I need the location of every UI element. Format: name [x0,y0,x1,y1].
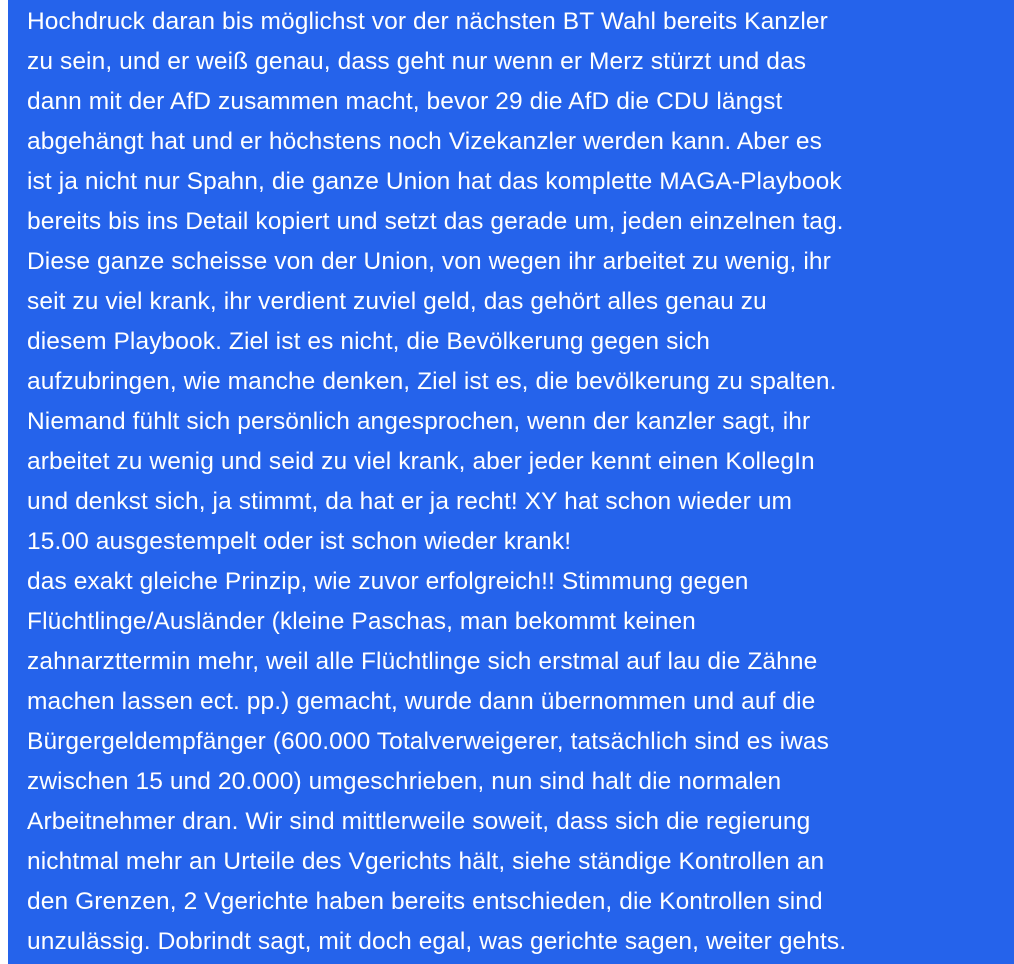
message-line: zwischen 15 und 20.000) umgeschrieben, nun sind halt die normalen [27,768,782,795]
message-line: bereits bis ins Detail kopiert und setzt das gerade um, jeden einzelnen tag. [27,208,844,235]
chat-message-bubble [8,0,1014,964]
message-line: Flüchtlinge/Ausländer (kleine Paschas, man bekommt keinen [27,608,696,635]
message-line: aufzubringen, wie manche denken, Ziel ist es, die bevölkerung zu spalten. [27,368,837,395]
message-line: Niemand fühlt sich persönlich angesprochen, wenn der kanzler sagt, ihr [27,408,811,435]
message-line: das exakt gleiche Prinzip, wie zuvor erfolgreich!! Stimmung gegen [27,568,749,595]
message-line: abgehängt hat und er höchstens noch Vizekanzler werden kann. Aber es [27,128,822,155]
message-line: nichtmal mehr an Urteile des Vgerichts hält, siehe ständige Kontrollen an [27,848,825,875]
message-line: arbeitet zu wenig und seid zu viel krank, aber jeder kennt einen KollegIn [27,448,815,475]
message-line: 15.00 ausgestempelt oder ist schon wieder krank! [27,528,572,555]
message-line: seit zu viel krank, ihr verdient zuviel geld, das gehört alles genau zu [27,288,767,315]
message-line: und denkst sich, ja stimmt, da hat er ja recht! XY hat schon wieder um [27,488,793,515]
message-line: dann mit der AfD zusammen macht, bevor 29 die AfD die CDU längst [27,88,783,115]
message-line: unzulässig. Dobrindt sagt, mit doch egal, was gerichte sagen, weiter gehts. [27,928,847,955]
message-line: Hochdruck daran bis möglichst vor der nächsten BT Wahl bereits Kanzler [27,8,828,35]
message-line: Bürgergeldempfänger (600.000 Totalverweigerer, tatsächlich sind es iwas [27,728,829,755]
message-line: Arbeitnehmer dran. Wir sind mittlerweile soweit, dass sich die regierung [27,808,811,835]
message-line: machen lassen ect. pp.) gemacht, wurde dann übernommen und auf die [27,688,816,715]
message-line: zu sein, und er weiß genau, dass geht nur wenn er Merz stürzt und das [27,48,807,75]
message-line: den Grenzen, 2 Vgerichte haben bereits entschieden, die Kontrollen sind [27,888,823,915]
message-line: ist ja nicht nur Spahn, die ganze Union hat das komplette MAGA-Playbook [27,168,842,195]
message-text [27,2,1007,962]
message-line: Diese ganze scheisse von der Union, von wegen ihr arbeitet zu wenig, ihr [27,248,831,275]
message-line: zahnarzttermin mehr, weil alle Flüchtlinge sich erstmal auf lau die Zähne [27,648,818,675]
message-line: diesem Playbook. Ziel ist es nicht, die Bevölkerung gegen sich [27,328,711,355]
